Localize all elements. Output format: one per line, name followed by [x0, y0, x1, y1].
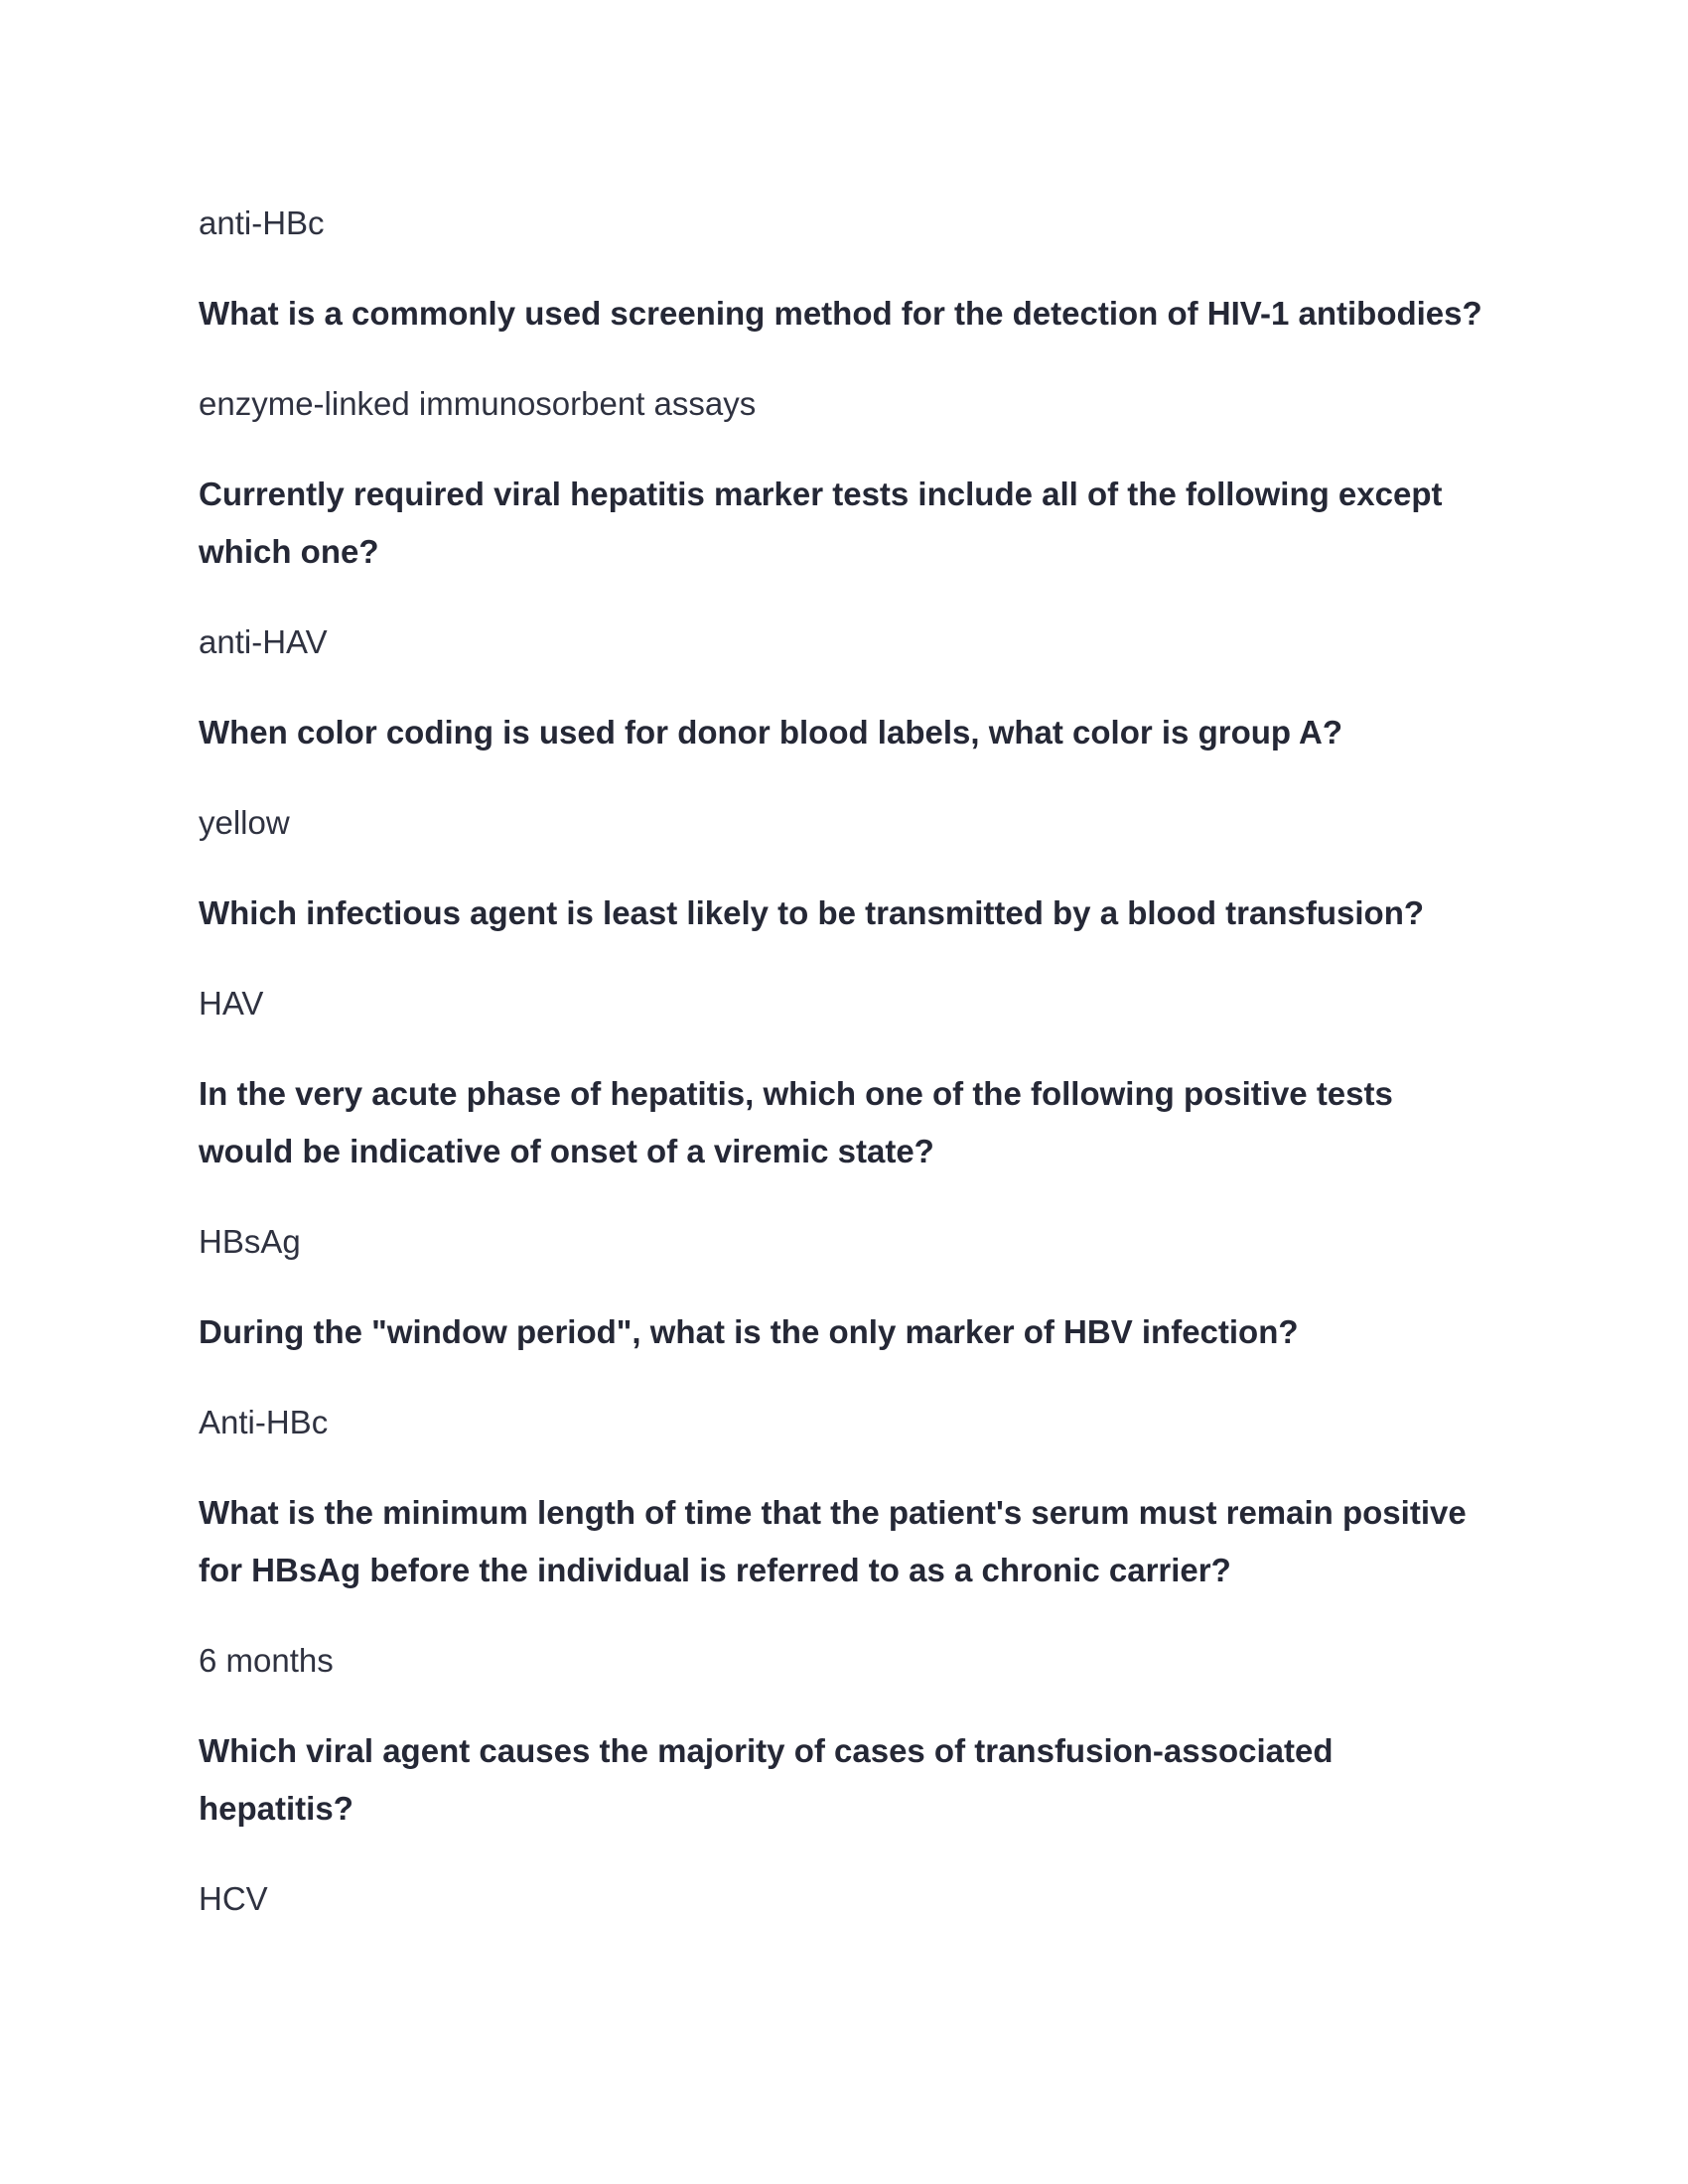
- answer-4: HAV: [199, 985, 264, 1022]
- answer-7: 6 months: [199, 1642, 334, 1679]
- question-7: What is the minimum length of time that the patient's serum must remain positive for HBsAg before the individual is referred to as a chronic carrier?: [199, 1494, 1467, 1588]
- question-3: When color coding is used for donor blood labels, what color is group A?: [199, 714, 1342, 751]
- question-1: What is a commonly used screening method for the detection of HIV-1 antibodies?: [199, 295, 1482, 332]
- document-page: [199, 195, 1489, 1961]
- answer-5: HBsAg: [199, 1223, 301, 1260]
- answer-8: HCV: [199, 1880, 268, 1917]
- answer-3: yellow: [199, 804, 290, 841]
- lead-answer: anti-HBc: [199, 205, 325, 241]
- answer-2: anti-HAV: [199, 623, 328, 660]
- question-6: During the "window period", what is the only marker of HBV infection?: [199, 1313, 1299, 1350]
- answer-6: Anti-HBc: [199, 1404, 329, 1440]
- question-5: In the very acute phase of hepatitis, which one of the following positive tests would be indicative of onset of a viremic state?: [199, 1075, 1393, 1169]
- question-2: Currently required viral hepatitis marker tests include all of the following except which one?: [199, 476, 1443, 570]
- question-8: Which viral agent causes the majority of cases of transfusion-associated hepatitis?: [199, 1732, 1334, 1827]
- question-4: Which infectious agent is least likely to be transmitted by a blood transfusion?: [199, 894, 1425, 931]
- answer-1: enzyme-linked immunosorbent assays: [199, 385, 757, 422]
